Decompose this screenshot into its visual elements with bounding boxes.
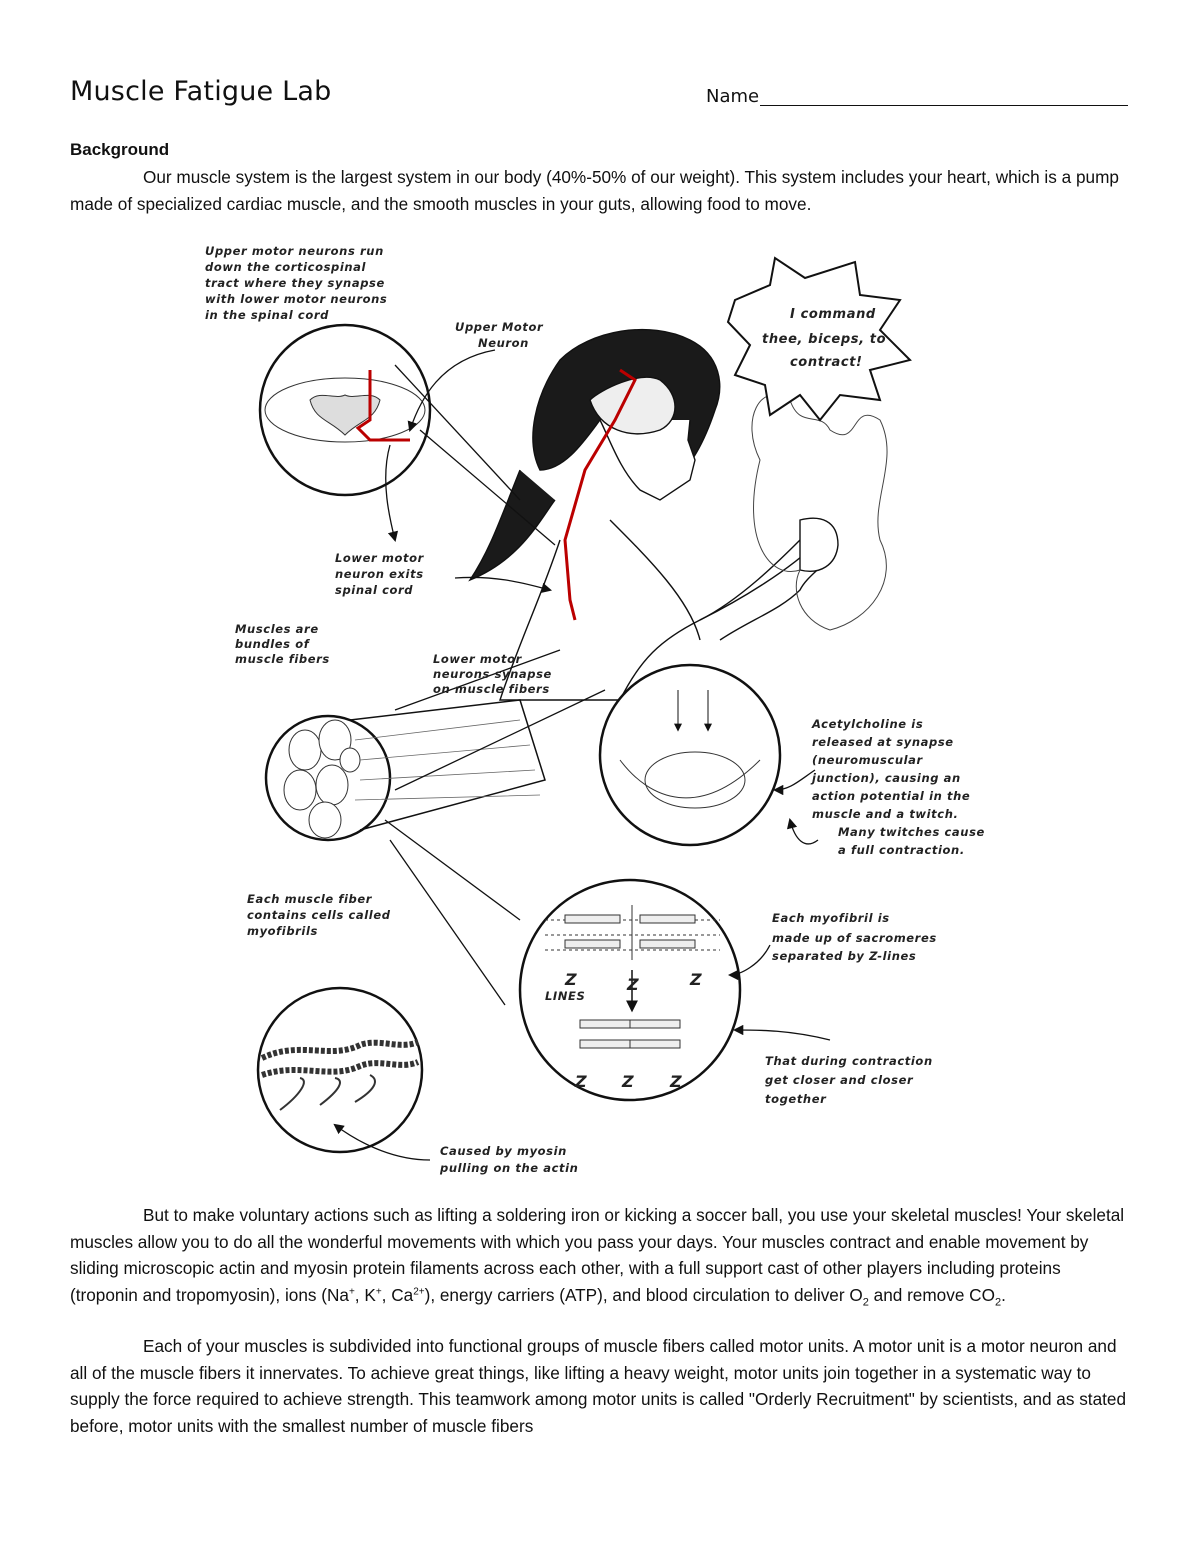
label-myofibril-3: separated by Z-lines [772, 949, 917, 963]
label-contraction-2: get closer and closer [765, 1073, 914, 1087]
label-ach-5: action potential in the [812, 789, 971, 803]
z-label: Z [690, 970, 702, 989]
label-caused-by-2: pulling on the actin [440, 1161, 579, 1175]
z-label: Z [622, 1072, 634, 1091]
label-upper-run-1: Upper motor neurons run [205, 244, 384, 258]
label-contraction-3: together [765, 1092, 827, 1106]
label-caused-by-1: Caused by myosin [440, 1144, 567, 1158]
label-ach-8: a full contraction. [838, 843, 965, 857]
label-myofibril-1: Each myofibril is [772, 911, 890, 925]
label-ach-4: junction), causing an [812, 771, 961, 785]
label-each-fiber-2: contains cells called [247, 908, 391, 922]
body-paragraph-2: But to make voluntary actions such as lifting a soldering iron or kicking a soccer ball, you use your skeletal muscles! Your skeletal muscles allow you to do all the wonderful movements with which you pass your days. Your muscles contract and enable movement by sliding microscopic actin and myosin protein filaments across each other, with a full support cast of other players including proteins (troponin and tropomyosin), ions (Na+, K+, $Ca^{2+}$), energy carriers (ATP), and blood circulation to deliver $O_2$ and remove $CO_2$. [70, 1205, 1125, 1308]
label-each-fiber-3: myofibrils [247, 924, 318, 938]
speech-line-2: thee, biceps, to [762, 332, 887, 347]
speech-line-1: I command [790, 307, 876, 322]
label-upper-run-2: down the corticospinal [205, 260, 367, 274]
z-label: Z [575, 1072, 587, 1091]
label-lower-exits-3: spinal cord [335, 583, 414, 597]
label-upper-run-4: with lower motor neurons [205, 292, 388, 306]
label-upper-motor-2: Neuron [478, 336, 529, 350]
z-label: Z [670, 1072, 682, 1091]
label-ach-7: Many twitches cause [838, 825, 985, 839]
neuromuscular-junction-inset [600, 665, 780, 845]
background-paragraph: Our muscle system is the largest system in our body (40%-50% of our weight). This system includes your heart, which is a pump made of specialized cardiac muscle, and the smooth muscles in your guts, allowing food to move. [70, 167, 1119, 214]
z-label: Z [627, 975, 639, 994]
label-muscles-bundles-1: Muscles are [235, 622, 319, 636]
actin-myosin-inset [258, 988, 422, 1152]
speech-line-3: contract! [790, 355, 863, 370]
sarcomere-inset [520, 880, 740, 1100]
label-contraction-1: That during contraction [765, 1054, 933, 1068]
label-myofibril-2: made up of sacromeres [772, 931, 937, 945]
label-ach-6: muscle and a twitch. [812, 807, 959, 821]
page-title: Muscle Fatigue Lab [70, 76, 332, 107]
body-paragraph-3: Each of your muscles is subdivided into functional groups of muscle fibers called motor units. A motor unit is a motor neuron and all of the muscle fibers it innervates. To achieve great things, like lifting a heavy weight, motor units join together in a systematic way to supply the force required to achieve strength. This teamwork among motor units is called "Orderly Recruitment" by scientists, and as stated before, motor units with the smallest number of muscle fibers [70, 1336, 1127, 1436]
background-heading: Background [70, 140, 170, 159]
label-each-fiber-1: Each muscle fiber [247, 892, 373, 906]
label-upper-motor-1: Upper Motor [455, 320, 544, 334]
label-ach-3: (neuromuscular [812, 753, 923, 767]
label-lower-synapse-1: Lower motor [433, 652, 522, 666]
label-lower-exits-2: neuron exits [335, 567, 424, 581]
label-muscles-bundles-2: bundles of [235, 637, 310, 651]
z-label: Z [565, 970, 577, 989]
label-muscles-bundles-3: muscle fibers [235, 652, 330, 666]
lines-label: LINES [545, 989, 586, 1003]
spinal-cord-inset [260, 325, 430, 495]
flame-decoration [752, 395, 887, 630]
label-lower-synapse-2: neurons synapse [433, 667, 552, 681]
label-ach-1: Acetylcholine is [812, 717, 924, 731]
label-upper-run-5: in the spinal cord [205, 308, 329, 322]
name-label: Name [706, 86, 760, 107]
muscle-bundle-inset [266, 700, 545, 840]
label-lower-synapse-3: on muscle fibers [433, 682, 550, 696]
label-lower-exits-1: Lower motor [335, 551, 424, 565]
label-ach-2: released at synapse [812, 735, 954, 749]
label-upper-run-3: tract where they synapse [205, 276, 385, 290]
